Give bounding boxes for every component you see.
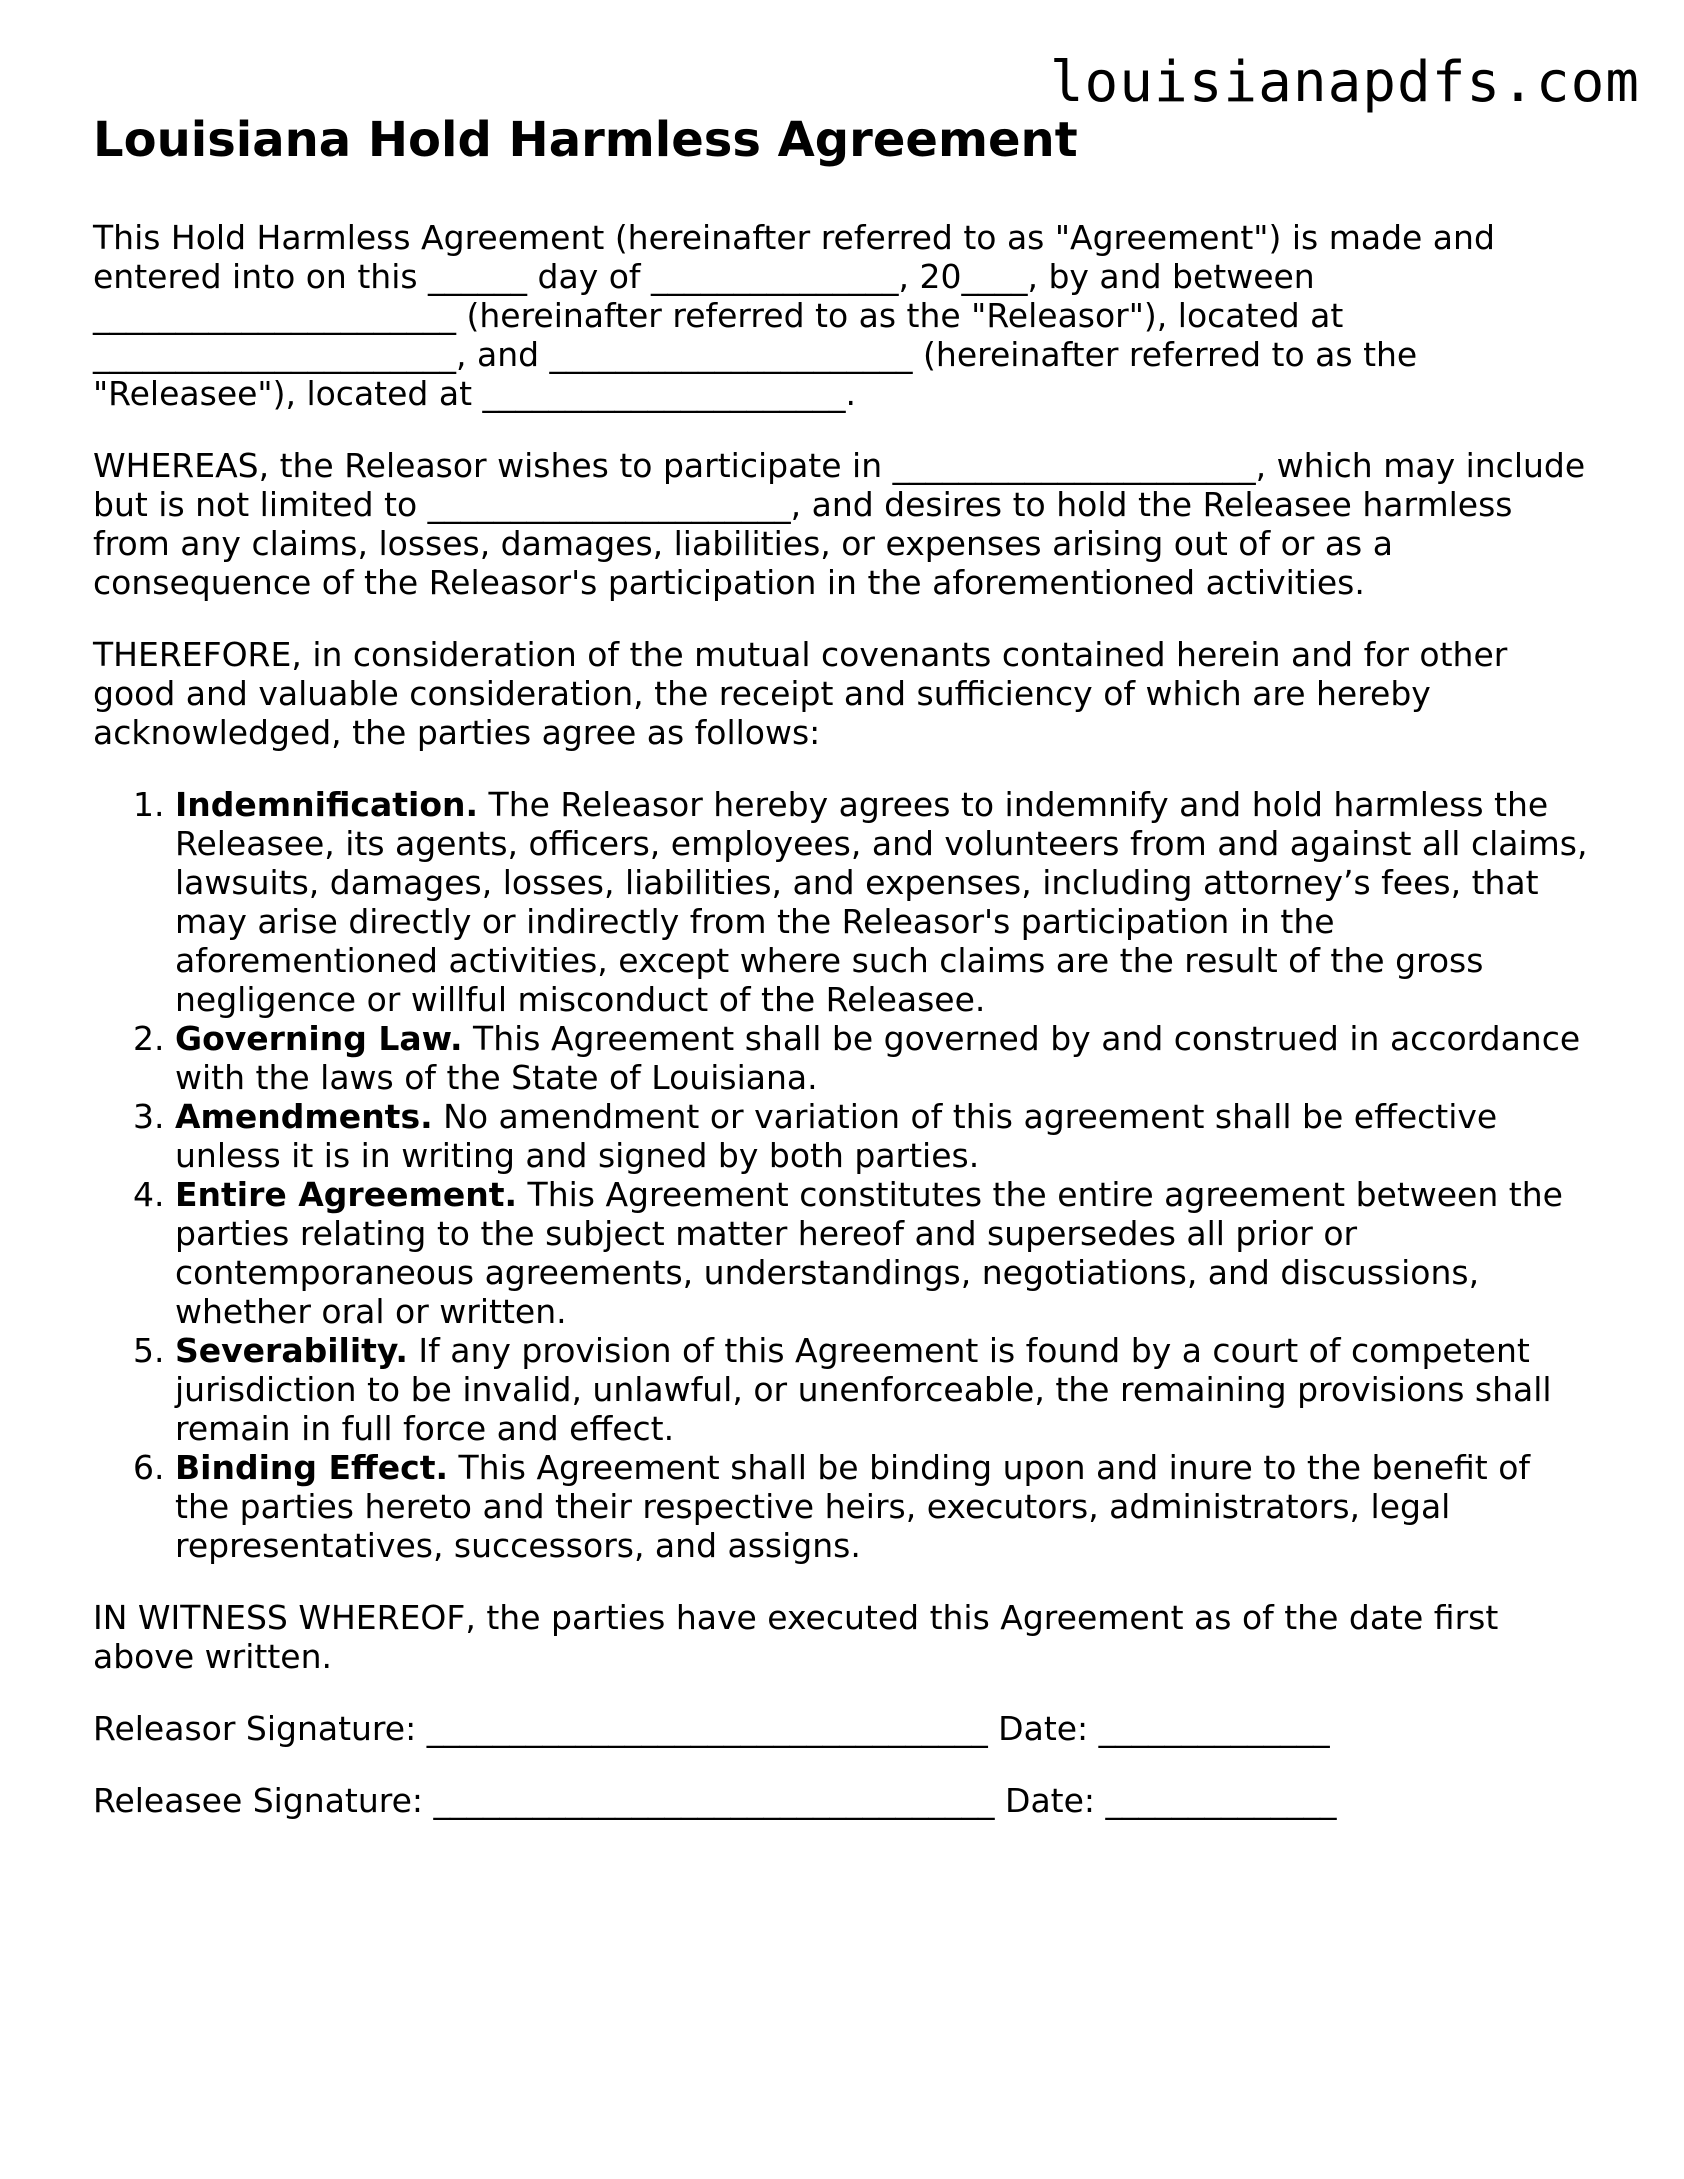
intro-paragraph: This Hold Harmless Agreement (hereinafter referred to as "Agreement") is made and entered into on this ______ day of _______________, 20____, by and between ______________________ (hereinafter referred to as the "Releasor"), located at ______________________, and ______________________ (hereinafter referred to as the "Releasee"), located at ______________________.	[93, 217, 1495, 413]
term-text: If any provision of this Agreement is found by a court of competent jurisdiction to be invalid, unlawful, or unenforceable, the remaining provisions shall remain in full force and effect.	[175, 1330, 1552, 1448]
releasor-signature-line: Releasor Signature: __________________________________ Date: ______________	[93, 1708, 1330, 1748]
site-watermark: louisianapdfs.com	[1049, 50, 1640, 115]
term-title: Indemnification.	[175, 784, 479, 824]
terms-list	[93, 785, 1593, 1565]
document-title: Louisiana Hold Harmless Agreement	[93, 112, 1078, 168]
term-text: The Releasor hereby agrees to indemnify and hold harmless the Releasee, its agents, officers, employees, and volunteers from and against all claims, lawsuits, damages, losses, liabilities, and expenses, including attorney’s fees, that may arise directly or indirectly from the Releasor's participation in the aforementioned activities, except where such claims are the result of the gross negligence or willful misconduct of the Releasee.	[175, 784, 1588, 1019]
whereas-paragraph: WHEREAS, the Releasor wishes to participate in ______________________, which may include but is not limited to ______________________, and desires to hold the Releasee harmless from any claims, losses, damages, liabilities, or expenses arising out of or as a consequence of the Releasor's participation in the aforementioned activities.	[93, 445, 1586, 602]
term-entire-agreement	[175, 1175, 1593, 1331]
term-amendments	[175, 1097, 1593, 1175]
therefore-paragraph: THEREFORE, in consideration of the mutual covenants contained herein and for other good and valuable consideration, the receipt and sufficiency of which are hereby acknowledged, the parties agree as follows:	[93, 634, 1508, 752]
term-severability	[175, 1331, 1593, 1448]
term-title: Governing Law.	[175, 1018, 463, 1058]
term-text: No amendment or variation of this agreement shall be effective unless it is in writing and signed by both parties.	[175, 1096, 1498, 1175]
term-title: Severability.	[175, 1330, 408, 1370]
term-indemnification	[175, 785, 1593, 1019]
term-text: This Agreement shall be binding upon and inure to the benefit of the parties hereto and their respective heirs, executors, administrators, legal representatives, successors, and assigns.	[175, 1447, 1531, 1565]
releasee-signature-line: Releasee Signature: __________________________________ Date: ______________	[93, 1780, 1337, 1820]
term-title: Amendments.	[175, 1096, 433, 1136]
term-text: This Agreement constitutes the entire agreement between the parties relating to the subject matter hereof and supersedes all prior or contemporaneous agreements, understandings, negotiations, and discussions, whether oral or written.	[175, 1174, 1563, 1331]
witness-paragraph: IN WITNESS WHEREOF, the parties have executed this Agreement as of the date first above written.	[93, 1597, 1499, 1676]
term-binding-effect	[175, 1448, 1593, 1565]
term-title: Binding Effect.	[175, 1447, 449, 1487]
term-title: Entire Agreement.	[175, 1174, 518, 1214]
document-page	[93, 112, 1593, 1853]
term-text: This Agreement shall be governed by and construed in accordance with the laws of the State of Louisiana.	[175, 1018, 1581, 1097]
term-governing-law	[175, 1019, 1593, 1097]
